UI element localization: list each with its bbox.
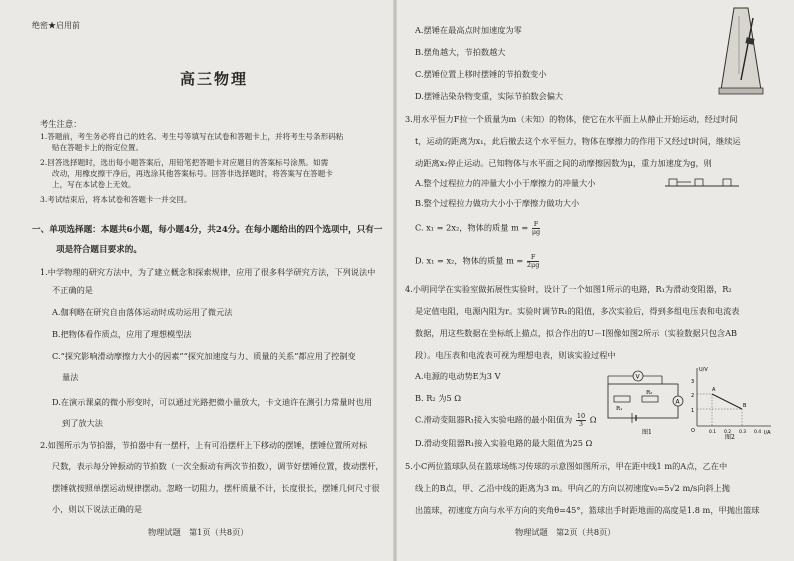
q4-stem: 是定值电阻，电源内阻为r。实验时调节R₁的阻值，多次实验后，得到多组电压表和电流表: [415, 306, 740, 316]
fraction-num: 10: [576, 412, 586, 420]
graph-tick: 0.4: [754, 430, 762, 435]
block-figure: [665, 172, 739, 188]
q4-option-c: [415, 413, 597, 428]
q3-stem: t，运动的距离为x₁，此后撤去这个水平恒力，物体在摩擦力的作用下又经过t时间，继续运: [415, 136, 741, 146]
circuit-figure: [602, 366, 687, 438]
q3-option-c: [415, 221, 541, 236]
q1-option-d: 到了放大法: [62, 418, 103, 428]
q5-stem: 出篮球，初速度方向与水平方向的夹角θ=45°，篮球出手时距地面的高度是1.8 m，甲抛出篮球: [415, 505, 760, 515]
q4-option-b: B. R₂ 为5 Ω: [415, 393, 462, 403]
q2-stem: 尺数，表示每分钟振动的节拍数（一次全振动有两次节拍数），调节好摆锤位置，拨动摆杆，: [52, 461, 384, 471]
q5-stem: 线上的B点，甲、乙沿中线的距离为3 m。甲向乙的方向以初速度v₀=5√2 m/s向斜上抛: [415, 483, 730, 493]
q1-stem: 1.中学物理的研究方法中，为了建立概念和探索规律，应用了很多科学研究方法，下列说法中: [40, 267, 376, 277]
graph-tick: 0.3: [739, 430, 747, 435]
point-b-label: B: [743, 403, 747, 409]
section-heading: 项是符合题目要求的。: [56, 245, 142, 255]
secret-mark: 绝密★启用前: [32, 21, 80, 30]
graph-y-label: U/V: [699, 367, 708, 373]
page-title: 高三物理: [180, 70, 249, 88]
ui-graph: [685, 364, 775, 440]
fraction-num: F: [533, 220, 539, 228]
graph-origin: O: [691, 428, 695, 434]
q3-option-d: [415, 254, 540, 269]
fraction: [576, 413, 586, 428]
notice-line: 1.答题前，考生务必将自己的姓名、考生号等填写在试卷和答题卡上，并将考生号条形码粘: [40, 132, 344, 141]
q3-option-b: B.整个过程拉力做功大小小于摩擦力做功大小: [415, 198, 580, 208]
q2-stem: 摆锤就按照单摆运动规律摆动。忽略一切阻力，摆杆质量不计，长度很长，摆锤几何尺寸很: [52, 483, 380, 493]
graph-tick: 2: [691, 393, 695, 399]
page-footer: 物理试题 第2页（共8页）: [515, 527, 616, 537]
fraction-den: 2μg: [526, 261, 540, 269]
q2-stem: 小，则以下说法正确的是: [52, 504, 143, 514]
notice-line: 3.考试结束后，将本试卷和答题卡一并交回。: [40, 195, 192, 204]
notice-line: 贴在答题卡上的指定位置。: [52, 143, 144, 152]
q1-stem: 不正确的是: [52, 285, 93, 295]
graph-tick: 1: [691, 408, 695, 414]
voltmeter-label: V: [635, 373, 640, 381]
fraction-num: F: [527, 254, 540, 262]
q5-stem: 5.小C两位篮球队员在篮球场练习传球的示意图如图所示，甲在距中线1 m的A点，乙在中: [405, 461, 728, 471]
notice-line: 上，写在本试卷上无效。: [52, 180, 136, 189]
q3-option-c-text: C. x₁ = 2x₂，物体的质量 m =: [415, 222, 529, 233]
metronome-figure: [717, 4, 767, 96]
graph-x-label: I/A: [764, 430, 771, 436]
fraction: [527, 254, 540, 269]
q3-stem: 动距离x₂停止运动。已知物体与水平面之间的动摩擦因数为μ，重力加速度为g，则: [415, 158, 712, 168]
q1-option-a: A.伽利略在研究自由落体运动时成功运用了微元法: [52, 307, 233, 317]
q1-option-c: 量法: [62, 372, 79, 382]
q3-option-d-text: D. x₁ = x₂，物体的质量 m =: [415, 255, 524, 266]
fig1-caption: 图1: [642, 429, 652, 436]
q4-option-d: D.滑动变阻器R₁接入实验电路的最大阻值为25 Ω: [415, 438, 593, 448]
r2-label: R₂: [646, 390, 653, 396]
notice-heading: 考生注意：: [40, 119, 82, 129]
fig2-caption: 图2: [725, 434, 735, 440]
page-footer: 物理试题 第1页（共8页）: [148, 527, 249, 537]
q4-stem: 4.小明同学在实验室做拓展性实验时，设计了一个如图1所示的电路，R₁为滑动变阻器，R₂: [405, 284, 732, 294]
section-heading: 一、单项选择题：本题共6小题，每小题4分，共24分。在每小题给出的四个选项中，只有一: [32, 225, 383, 235]
q2-stem: 2.如图所示为节拍器，节拍器中有一摆杆，上有可沿摆杆上下移动的摆锤，摆锤位置所对标: [40, 440, 368, 450]
q3-option-a: A.整个过程拉力的冲量大小小于摩擦力的冲量大小: [415, 178, 596, 188]
q4-stem: 数据，用这些数据在坐标纸上描点，拟合作出的U－I图像如图2所示（实验数据只包含AB: [415, 328, 738, 338]
fraction-den: 3: [578, 420, 584, 428]
ammeter-label: A: [675, 398, 680, 406]
q1-option-d: D.在演示课桌的微小形变时，可以通过光路把微小量放大，卡文迪许在测引力常量时也用: [52, 397, 373, 407]
graph-tick: 3: [691, 379, 695, 385]
q4-stem: 段）。电压表和电流表可视为理想电表，则该实验过程中: [415, 350, 616, 360]
page-right: [395, 0, 794, 561]
q1-option-b: B.把物体看作质点，应用了理想模型法: [52, 329, 192, 339]
q2-option-a: A.摆锤在最高点时加速度为零: [415, 25, 522, 35]
q4-option-a: A.电源的电动势E为3 V: [415, 371, 501, 381]
page-left: [0, 0, 395, 561]
graph-tick: 0.1: [709, 430, 717, 435]
q2-option-d: D.摆锤沾染杂物变重，实际节拍数会偏大: [415, 91, 564, 101]
point-a-label: A: [712, 387, 716, 393]
q2-option-c: C.摆锤位置上移时摆锤的节拍数变小: [415, 69, 547, 79]
fraction: [532, 221, 540, 236]
q2-option-b: B.摆角越大，节拍数越大: [415, 47, 506, 57]
notice-line: 改动，用橡皮擦干净后，再选涂其他答案标号。回答非选择题时，将答案写在答题卡: [52, 169, 333, 178]
notice-line: 2.回答选择题时，选出每小题答案后，用铅笔把答题卡对应题目的答案标号涂黑。如需: [40, 158, 329, 167]
q1-option-c: C.“探究影响滑动摩擦力大小的因素”“探究加速度与力、质量的关系”都应用了控制变: [52, 351, 356, 361]
graph-tick: 0.2: [724, 430, 732, 435]
unit-ohm: Ω: [589, 414, 597, 425]
r1-label: R₁: [616, 406, 623, 412]
q4-option-c-text: C.滑动变阻器R₁接入实验电路的最小阻值为: [415, 414, 573, 425]
q3-stem: 3.用水平恒力F拉一个质量为m（未知）的物体，使它在水平面上从静止开始运动，经过时间: [405, 114, 738, 124]
fraction-den: μg: [531, 228, 541, 236]
